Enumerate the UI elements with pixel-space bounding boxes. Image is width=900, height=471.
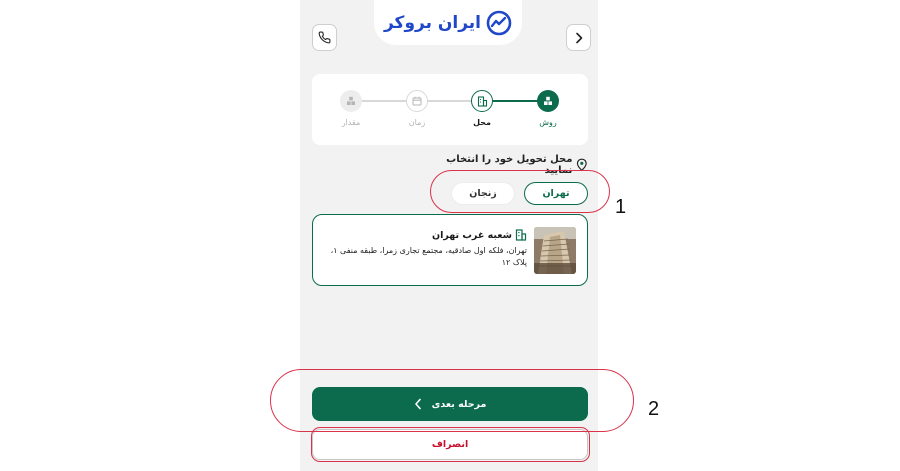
- back-button[interactable]: [566, 24, 591, 51]
- annotation-label-2: 2: [648, 398, 660, 420]
- call-button[interactable]: [312, 24, 337, 51]
- boxes-icon: [543, 96, 553, 106]
- step-amount[interactable]: مقدار: [321, 90, 381, 127]
- calendar-icon: [412, 96, 422, 106]
- logo-mark-icon: [486, 10, 512, 36]
- annotation-ellipse-1: [430, 170, 610, 213]
- city-tab-tehran[interactable]: تهران: [524, 182, 588, 205]
- annotation-outline-cancel: [311, 427, 590, 462]
- boxes-icon: [346, 96, 356, 106]
- step-time[interactable]: زمان: [387, 90, 447, 127]
- building-icon: [515, 229, 527, 241]
- annotation-ellipse-2: [270, 369, 634, 432]
- building-icon: [477, 96, 488, 107]
- step-location[interactable]: محل: [452, 90, 512, 127]
- branch-photo: [534, 227, 576, 274]
- city-tab-zanjan[interactable]: زنجان: [451, 182, 515, 205]
- branch-address: تهران، فلکه اول صادقیه، مجتمع تجاری زمرا، طبقه منفی ۱، پلاک ۱۲: [330, 246, 527, 267]
- annotation-label-1: 1: [615, 196, 627, 218]
- branch-card[interactable]: [312, 214, 588, 286]
- branch-name: شعبه غرب تهران: [432, 229, 527, 241]
- next-step-button[interactable]: مرحله بعدی: [312, 387, 588, 421]
- brand-logo: [374, 0, 522, 45]
- cancel-button[interactable]: انصراف: [312, 429, 588, 460]
- location-title-text: محل تحویل خود را انتخاب نمایید: [446, 154, 573, 176]
- logo-text: ایران بروکر: [383, 12, 482, 33]
- step-method[interactable]: روش: [518, 90, 578, 127]
- phone-icon: [318, 31, 331, 44]
- chevron-right-icon: [574, 32, 584, 44]
- steps-card: [312, 74, 588, 145]
